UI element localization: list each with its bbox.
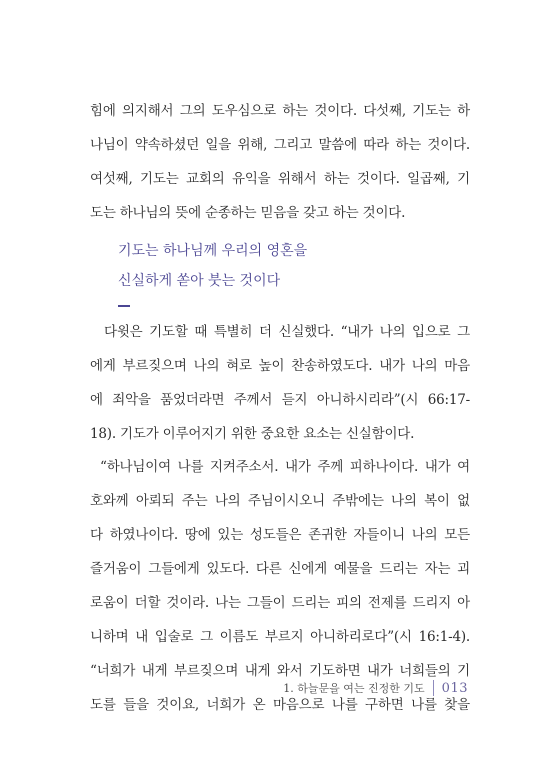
footer-divider [433,680,434,696]
text-line: 도를 들을 것이요, 너희가 온 마음으로 나를 구하면 나를 찾을 [90,697,470,713]
text-line: 니하며 내 입술로 그 이름도 부르지 아니하리로다”(시 16:1-4). [90,629,470,645]
text-line: 즐거움이 그들에게 있도다. 다른 신에게 예물을 드리는 자는 괴 [90,561,470,577]
text-line: “하나님이여 나를 지켜주소서. 내가 주께 피하나이다. 내가 여 [100,459,470,475]
text-line: 호와께 아뢰되 주는 나의 주님이시오니 주밖에는 나의 복이 없 [90,493,470,509]
text-line: 에 죄악을 품었더라면 주께서 듣지 아니하시리라”(시 66:17- [90,392,470,408]
text-line: 힘에 의지해서 그의 도우심으로 하는 것이다. 다섯째, 기도는 하 [90,103,470,119]
paragraph-1 [90,94,470,230]
text-line: 에게 부르짖으며 나의 혀로 높이 찬송하였도다. 내가 나의 마음 [90,358,470,374]
text-line: 다윗은 기도할 때 특별히 더 신실했다. “내가 나의 입으로 그 [104,324,470,340]
running-chapter-title: 1. 하늘문을 여는 진정한 기도 [283,682,425,695]
text-line: 로움이 더할 것이라. 나는 그들이 드리는 피의 전제를 드리지 아 [90,595,470,611]
text-line: “너희가 내게 부르짖으며 내게 와서 기도하면 내가 너희들의 기 [90,663,470,679]
page-number: 013 [441,680,468,696]
heading-line: 신실하게 쏟아 붓는 것이다 [118,273,281,289]
text-line: 나님이 약속하셨던 일을 위해, 그리고 말씀에 따라 하는 것이다. [90,137,470,153]
text-line: 다 하였나이다. 땅에 있는 성도들은 존귀한 자들이니 나의 모든 [90,527,470,543]
section-heading [118,236,418,296]
page-footer [283,678,468,698]
heading-underline-divider [118,305,130,307]
text-line: 여섯째, 기도는 교회의 유익을 위해서 하는 것이다. 일곱째, 기 [90,171,470,187]
text-line-last: 도는 하나님의 뜻에 순종하는 믿음을 갖고 하는 것이다. [90,205,406,221]
text-line-last: 18). 기도가 이루어지기 위한 중요한 요소는 신실함이다. [90,426,415,442]
heading-line: 기도는 하나님께 우리의 영혼을 [118,243,308,259]
paragraph-2 [90,315,470,451]
